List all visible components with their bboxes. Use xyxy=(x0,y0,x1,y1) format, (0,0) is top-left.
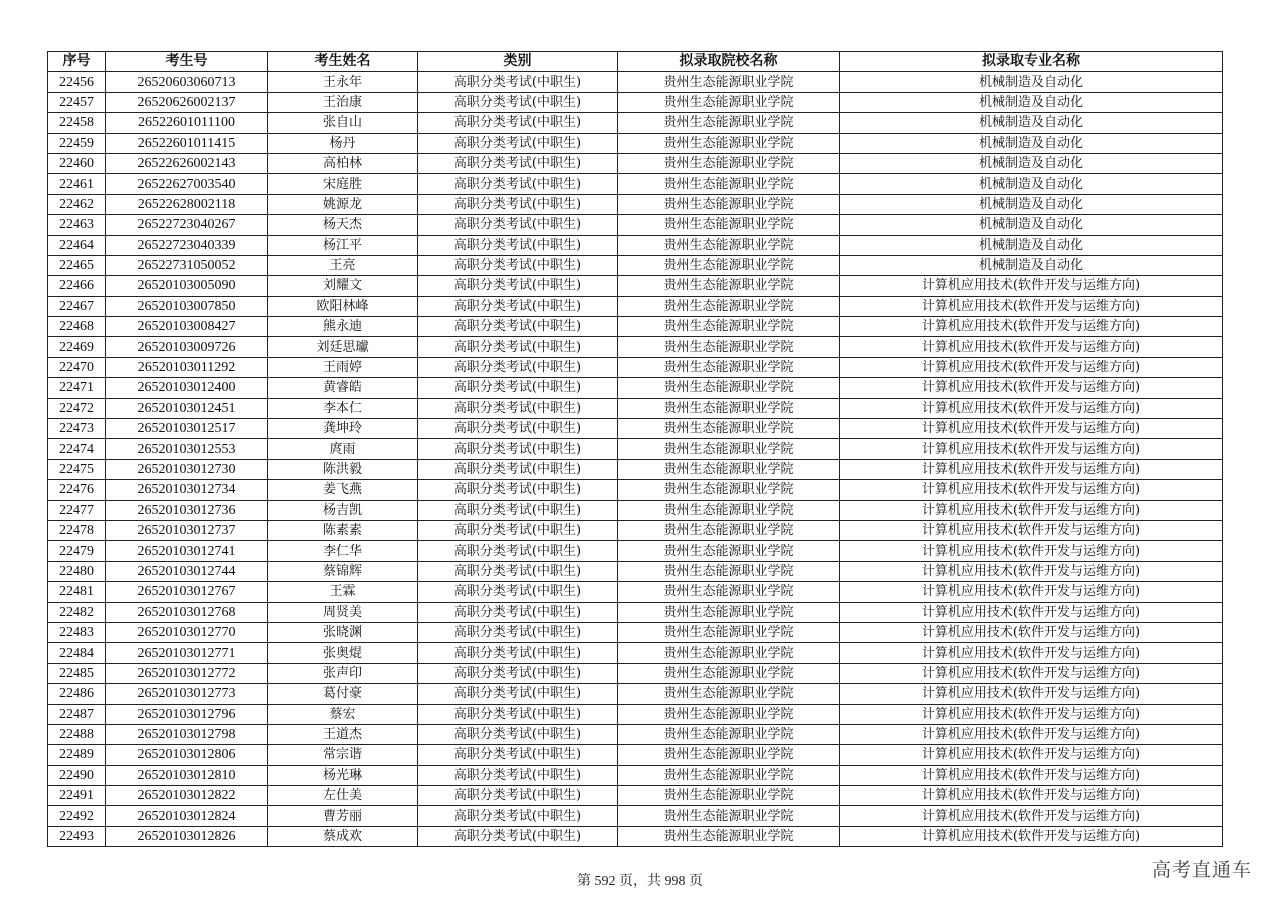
category-cell: 高职分类考试(中职生) xyxy=(418,643,618,663)
candidate-name-cell: 杨丹 xyxy=(268,133,418,153)
major-name-cell: 计算机应用技术(软件开发与运维方向) xyxy=(840,765,1223,785)
serial-number-cell: 22458 xyxy=(48,113,106,133)
serial-number-cell: 22464 xyxy=(48,235,106,255)
college-name-cell: 贵州生态能源职业学院 xyxy=(618,337,840,357)
candidate-number-cell: 26522723040339 xyxy=(106,235,268,255)
table-row xyxy=(48,296,1223,316)
category-cell: 高职分类考试(中职生) xyxy=(418,419,618,439)
college-name-cell: 贵州生态能源职业学院 xyxy=(618,72,840,92)
candidate-name-cell: 蔡宏 xyxy=(268,704,418,724)
candidate-name-cell: 黄睿皓 xyxy=(268,378,418,398)
candidate-number-cell: 26520103012400 xyxy=(106,378,268,398)
college-name-cell: 贵州生态能源职业学院 xyxy=(618,643,840,663)
table-row xyxy=(48,72,1223,92)
candidate-name-cell: 刘耀文 xyxy=(268,276,418,296)
major-name-cell: 计算机应用技术(软件开发与运维方向) xyxy=(840,480,1223,500)
candidate-name-cell: 杨光琳 xyxy=(268,765,418,785)
category-cell: 高职分类考试(中职生) xyxy=(418,826,618,846)
major-name-cell: 机械制造及自动化 xyxy=(840,235,1223,255)
serial-number-cell: 22479 xyxy=(48,541,106,561)
category-cell: 高职分类考试(中职生) xyxy=(418,724,618,744)
serial-number-cell: 22488 xyxy=(48,724,106,744)
serial-number-cell: 22476 xyxy=(48,480,106,500)
category-cell: 高职分类考试(中职生) xyxy=(418,194,618,214)
candidate-name-cell: 张奥焜 xyxy=(268,643,418,663)
candidate-name-cell: 刘廷思瓛 xyxy=(268,337,418,357)
category-cell: 高职分类考试(中职生) xyxy=(418,174,618,194)
admission-table xyxy=(47,51,1223,847)
major-name-cell: 计算机应用技术(软件开发与运维方向) xyxy=(840,684,1223,704)
candidate-name-cell: 王永年 xyxy=(268,72,418,92)
college-name-cell: 贵州生态能源职业学院 xyxy=(618,480,840,500)
table-row xyxy=(48,317,1223,337)
category-cell: 高职分类考试(中职生) xyxy=(418,337,618,357)
category-cell: 高职分类考试(中职生) xyxy=(418,296,618,316)
table-row xyxy=(48,92,1223,112)
table-row xyxy=(48,378,1223,398)
category-cell: 高职分类考试(中职生) xyxy=(418,541,618,561)
serial-number-cell: 22472 xyxy=(48,398,106,418)
candidate-name-cell: 周贤美 xyxy=(268,602,418,622)
serial-number-cell: 22460 xyxy=(48,153,106,173)
major-name-cell: 机械制造及自动化 xyxy=(840,255,1223,275)
serial-number-cell: 22469 xyxy=(48,337,106,357)
serial-number-cell: 22475 xyxy=(48,459,106,479)
candidate-number-cell: 26520103012451 xyxy=(106,398,268,418)
category-cell: 高职分类考试(中职生) xyxy=(418,215,618,235)
serial-number-cell: 22470 xyxy=(48,357,106,377)
candidate-name-cell: 李仁华 xyxy=(268,541,418,561)
serial-number-cell: 22474 xyxy=(48,439,106,459)
major-name-cell: 计算机应用技术(软件开发与运维方向) xyxy=(840,826,1223,846)
candidate-number-cell: 26522626002143 xyxy=(106,153,268,173)
candidate-name-cell: 姜飞燕 xyxy=(268,480,418,500)
candidate-number-cell: 26520103012826 xyxy=(106,826,268,846)
table-row xyxy=(48,602,1223,622)
college-name-cell: 贵州生态能源职业学院 xyxy=(618,602,840,622)
major-name-cell: 计算机应用技术(软件开发与运维方向) xyxy=(840,337,1223,357)
candidate-number-cell: 26520103012770 xyxy=(106,622,268,642)
college-name-cell: 贵州生态能源职业学院 xyxy=(618,582,840,602)
category-cell: 高职分类考试(中职生) xyxy=(418,561,618,581)
category-cell: 高职分类考试(中职生) xyxy=(418,357,618,377)
major-name-cell: 机械制造及自动化 xyxy=(840,153,1223,173)
serial-number-cell: 22487 xyxy=(48,704,106,724)
header-category: 类别 xyxy=(418,52,618,72)
candidate-name-cell: 杨吉凯 xyxy=(268,500,418,520)
college-name-cell: 贵州生态能源职业学院 xyxy=(618,622,840,642)
candidate-number-cell: 26520626002137 xyxy=(106,92,268,112)
major-name-cell: 计算机应用技术(软件开发与运维方向) xyxy=(840,541,1223,561)
candidate-number-cell: 26522723040267 xyxy=(106,215,268,235)
serial-number-cell: 22491 xyxy=(48,786,106,806)
candidate-name-cell: 高柏林 xyxy=(268,153,418,173)
candidate-name-cell: 姚源龙 xyxy=(268,194,418,214)
category-cell: 高职分类考试(中职生) xyxy=(418,378,618,398)
major-name-cell: 计算机应用技术(软件开发与运维方向) xyxy=(840,439,1223,459)
category-cell: 高职分类考试(中职生) xyxy=(418,133,618,153)
serial-number-cell: 22457 xyxy=(48,92,106,112)
college-name-cell: 贵州生态能源职业学院 xyxy=(618,255,840,275)
candidate-number-cell: 26520103012771 xyxy=(106,643,268,663)
serial-number-cell: 22490 xyxy=(48,765,106,785)
serial-number-cell: 22473 xyxy=(48,419,106,439)
category-cell: 高职分类考试(中职生) xyxy=(418,398,618,418)
candidate-number-cell: 26522627003540 xyxy=(106,174,268,194)
major-name-cell: 机械制造及自动化 xyxy=(840,215,1223,235)
category-cell: 高职分类考试(中职生) xyxy=(418,582,618,602)
candidate-number-cell: 26520103011292 xyxy=(106,357,268,377)
candidate-number-cell: 26520603060713 xyxy=(106,72,268,92)
table-row xyxy=(48,643,1223,663)
serial-number-cell: 22478 xyxy=(48,520,106,540)
major-name-cell: 计算机应用技术(软件开发与运维方向) xyxy=(840,419,1223,439)
category-cell: 高职分类考试(中职生) xyxy=(418,765,618,785)
candidate-name-cell: 王道杰 xyxy=(268,724,418,744)
college-name-cell: 贵州生态能源职业学院 xyxy=(618,826,840,846)
major-name-cell: 机械制造及自动化 xyxy=(840,174,1223,194)
candidate-name-cell: 王霖 xyxy=(268,582,418,602)
candidate-name-cell: 常宗谐 xyxy=(268,745,418,765)
college-name-cell: 贵州生态能源职业学院 xyxy=(618,276,840,296)
header-candidate-number: 考生号 xyxy=(106,52,268,72)
college-name-cell: 贵州生态能源职业学院 xyxy=(618,398,840,418)
header-serial-number: 序号 xyxy=(48,52,106,72)
candidate-name-cell: 蔡锦辉 xyxy=(268,561,418,581)
candidate-number-cell: 26522731050052 xyxy=(106,255,268,275)
candidate-number-cell: 26520103008427 xyxy=(106,317,268,337)
serial-number-cell: 22462 xyxy=(48,194,106,214)
major-name-cell: 计算机应用技术(软件开发与运维方向) xyxy=(840,561,1223,581)
major-name-cell: 计算机应用技术(软件开发与运维方向) xyxy=(840,317,1223,337)
major-name-cell: 计算机应用技术(软件开发与运维方向) xyxy=(840,806,1223,826)
serial-number-cell: 22461 xyxy=(48,174,106,194)
major-name-cell: 计算机应用技术(软件开发与运维方向) xyxy=(840,582,1223,602)
major-name-cell: 计算机应用技术(软件开发与运维方向) xyxy=(840,378,1223,398)
candidate-name-cell: 葛付豪 xyxy=(268,684,418,704)
major-name-cell: 计算机应用技术(软件开发与运维方向) xyxy=(840,398,1223,418)
category-cell: 高职分类考试(中职生) xyxy=(418,500,618,520)
category-cell: 高职分类考试(中职生) xyxy=(418,622,618,642)
category-cell: 高职分类考试(中职生) xyxy=(418,113,618,133)
table-row xyxy=(48,174,1223,194)
major-name-cell: 计算机应用技术(软件开发与运维方向) xyxy=(840,745,1223,765)
category-cell: 高职分类考试(中职生) xyxy=(418,480,618,500)
table-row xyxy=(48,419,1223,439)
table-row xyxy=(48,439,1223,459)
major-name-cell: 计算机应用技术(软件开发与运维方向) xyxy=(840,296,1223,316)
college-name-cell: 贵州生态能源职业学院 xyxy=(618,541,840,561)
table-row xyxy=(48,194,1223,214)
college-name-cell: 贵州生态能源职业学院 xyxy=(618,296,840,316)
candidate-name-cell: 左仕美 xyxy=(268,786,418,806)
candidate-number-cell: 26522601011415 xyxy=(106,133,268,153)
table-row xyxy=(48,684,1223,704)
table-row xyxy=(48,480,1223,500)
serial-number-cell: 22483 xyxy=(48,622,106,642)
major-name-cell: 计算机应用技术(软件开发与运维方向) xyxy=(840,663,1223,683)
major-name-cell: 计算机应用技术(软件开发与运维方向) xyxy=(840,276,1223,296)
college-name-cell: 贵州生态能源职业学院 xyxy=(618,724,840,744)
college-name-cell: 贵州生态能源职业学院 xyxy=(618,500,840,520)
category-cell: 高职分类考试(中职生) xyxy=(418,153,618,173)
candidate-name-cell: 李本仁 xyxy=(268,398,418,418)
serial-number-cell: 22484 xyxy=(48,643,106,663)
serial-number-cell: 22485 xyxy=(48,663,106,683)
candidate-number-cell: 26520103012822 xyxy=(106,786,268,806)
serial-number-cell: 22459 xyxy=(48,133,106,153)
category-cell: 高职分类考试(中职生) xyxy=(418,520,618,540)
table-row xyxy=(48,276,1223,296)
candidate-name-cell: 杨江平 xyxy=(268,235,418,255)
candidate-number-cell: 26522601011100 xyxy=(106,113,268,133)
serial-number-cell: 22493 xyxy=(48,826,106,846)
candidate-number-cell: 26520103012796 xyxy=(106,704,268,724)
brand-watermark: 高考直通车 xyxy=(1151,859,1252,881)
candidate-name-cell: 龚坤玲 xyxy=(268,419,418,439)
serial-number-cell: 22456 xyxy=(48,72,106,92)
college-name-cell: 贵州生态能源职业学院 xyxy=(618,806,840,826)
major-name-cell: 计算机应用技术(软件开发与运维方向) xyxy=(840,602,1223,622)
category-cell: 高职分类考试(中职生) xyxy=(418,439,618,459)
serial-number-cell: 22467 xyxy=(48,296,106,316)
category-cell: 高职分类考试(中职生) xyxy=(418,276,618,296)
candidate-number-cell: 26520103012734 xyxy=(106,480,268,500)
major-name-cell: 计算机应用技术(软件开发与运维方向) xyxy=(840,704,1223,724)
table-row xyxy=(48,786,1223,806)
serial-number-cell: 22486 xyxy=(48,684,106,704)
college-name-cell: 贵州生态能源职业学院 xyxy=(618,745,840,765)
table-row xyxy=(48,806,1223,826)
college-name-cell: 贵州生态能源职业学院 xyxy=(618,765,840,785)
table-row xyxy=(48,826,1223,846)
candidate-number-cell: 26520103012553 xyxy=(106,439,268,459)
serial-number-cell: 22481 xyxy=(48,582,106,602)
table-row xyxy=(48,724,1223,744)
candidate-number-cell: 26520103012810 xyxy=(106,765,268,785)
table-row xyxy=(48,337,1223,357)
category-cell: 高职分类考试(中职生) xyxy=(418,684,618,704)
category-cell: 高职分类考试(中职生) xyxy=(418,745,618,765)
header-college-name: 拟录取院校名称 xyxy=(618,52,840,72)
major-name-cell: 机械制造及自动化 xyxy=(840,113,1223,133)
category-cell: 高职分类考试(中职生) xyxy=(418,704,618,724)
college-name-cell: 贵州生态能源职业学院 xyxy=(618,174,840,194)
college-name-cell: 贵州生态能源职业学院 xyxy=(618,704,840,724)
candidate-number-cell: 26522628002118 xyxy=(106,194,268,214)
candidate-name-cell: 杨天杰 xyxy=(268,215,418,235)
candidate-name-cell: 陈素素 xyxy=(268,520,418,540)
candidate-number-cell: 26520103012824 xyxy=(106,806,268,826)
serial-number-cell: 22489 xyxy=(48,745,106,765)
candidate-number-cell: 26520103012806 xyxy=(106,745,268,765)
college-name-cell: 贵州生态能源职业学院 xyxy=(618,439,840,459)
candidate-number-cell: 26520103012772 xyxy=(106,663,268,683)
candidate-name-cell: 宋庭胜 xyxy=(268,174,418,194)
college-name-cell: 贵州生态能源职业学院 xyxy=(618,561,840,581)
college-name-cell: 贵州生态能源职业学院 xyxy=(618,235,840,255)
college-name-cell: 贵州生态能源职业学院 xyxy=(618,92,840,112)
major-name-cell: 机械制造及自动化 xyxy=(840,133,1223,153)
category-cell: 高职分类考试(中职生) xyxy=(418,72,618,92)
table-row xyxy=(48,520,1223,540)
college-name-cell: 贵州生态能源职业学院 xyxy=(618,153,840,173)
college-name-cell: 贵州生态能源职业学院 xyxy=(618,520,840,540)
college-name-cell: 贵州生态能源职业学院 xyxy=(618,357,840,377)
table-row xyxy=(48,357,1223,377)
college-name-cell: 贵州生态能源职业学院 xyxy=(618,133,840,153)
table-row xyxy=(48,541,1223,561)
header-major-name: 拟录取专业名称 xyxy=(840,52,1223,72)
candidate-name-cell: 王治康 xyxy=(268,92,418,112)
candidate-name-cell: 蔡成欢 xyxy=(268,826,418,846)
serial-number-cell: 22463 xyxy=(48,215,106,235)
candidate-name-cell: 张自山 xyxy=(268,113,418,133)
candidate-name-cell: 张声印 xyxy=(268,663,418,683)
table-row xyxy=(48,255,1223,275)
candidate-number-cell: 26520103012741 xyxy=(106,541,268,561)
table-row xyxy=(48,745,1223,765)
category-cell: 高职分类考试(中职生) xyxy=(418,255,618,275)
table-row xyxy=(48,582,1223,602)
table-row xyxy=(48,765,1223,785)
major-name-cell: 机械制造及自动化 xyxy=(840,72,1223,92)
category-cell: 高职分类考试(中职生) xyxy=(418,459,618,479)
table-row xyxy=(48,113,1223,133)
college-name-cell: 贵州生态能源职业学院 xyxy=(618,378,840,398)
serial-number-cell: 22492 xyxy=(48,806,106,826)
candidate-name-cell: 张晓渊 xyxy=(268,622,418,642)
table-row xyxy=(48,500,1223,520)
candidate-number-cell: 26520103012768 xyxy=(106,602,268,622)
college-name-cell: 贵州生态能源职业学院 xyxy=(618,419,840,439)
category-cell: 高职分类考试(中职生) xyxy=(418,663,618,683)
major-name-cell: 计算机应用技术(软件开发与运维方向) xyxy=(840,724,1223,744)
serial-number-cell: 22465 xyxy=(48,255,106,275)
table-row xyxy=(48,663,1223,683)
table-row xyxy=(48,133,1223,153)
major-name-cell: 计算机应用技术(软件开发与运维方向) xyxy=(840,520,1223,540)
candidate-number-cell: 26520103009726 xyxy=(106,337,268,357)
page-number: 第 592 页，共 998 页 xyxy=(577,874,703,889)
candidate-number-cell: 26520103012730 xyxy=(106,459,268,479)
major-name-cell: 机械制造及自动化 xyxy=(840,194,1223,214)
candidate-name-cell: 欧阳林峰 xyxy=(268,296,418,316)
serial-number-cell: 22480 xyxy=(48,561,106,581)
category-cell: 高职分类考试(中职生) xyxy=(418,92,618,112)
major-name-cell: 计算机应用技术(软件开发与运维方向) xyxy=(840,357,1223,377)
candidate-number-cell: 26520103012736 xyxy=(106,500,268,520)
table-row xyxy=(48,704,1223,724)
candidate-name-cell: 陈洪毅 xyxy=(268,459,418,479)
serial-number-cell: 22471 xyxy=(48,378,106,398)
category-cell: 高职分类考试(中职生) xyxy=(418,235,618,255)
candidate-name-cell: 王亮 xyxy=(268,255,418,275)
college-name-cell: 贵州生态能源职业学院 xyxy=(618,786,840,806)
college-name-cell: 贵州生态能源职业学院 xyxy=(618,684,840,704)
college-name-cell: 贵州生态能源职业学院 xyxy=(618,194,840,214)
candidate-name-cell: 熊永迪 xyxy=(268,317,418,337)
table-row xyxy=(48,398,1223,418)
table-row xyxy=(48,215,1223,235)
college-name-cell: 贵州生态能源职业学院 xyxy=(618,113,840,133)
category-cell: 高职分类考试(中职生) xyxy=(418,602,618,622)
candidate-name-cell: 王雨婷 xyxy=(268,357,418,377)
candidate-name-cell: 曹芳丽 xyxy=(268,806,418,826)
category-cell: 高职分类考试(中职生) xyxy=(418,786,618,806)
table-row xyxy=(48,153,1223,173)
major-name-cell: 机械制造及自动化 xyxy=(840,92,1223,112)
candidate-name-cell: 庹雨 xyxy=(268,439,418,459)
table-row xyxy=(48,235,1223,255)
candidate-number-cell: 26520103012737 xyxy=(106,520,268,540)
college-name-cell: 贵州生态能源职业学院 xyxy=(618,317,840,337)
table-header-row xyxy=(48,52,1223,72)
candidate-number-cell: 26520103007850 xyxy=(106,296,268,316)
serial-number-cell: 22466 xyxy=(48,276,106,296)
serial-number-cell: 22482 xyxy=(48,602,106,622)
major-name-cell: 计算机应用技术(软件开发与运维方向) xyxy=(840,622,1223,642)
major-name-cell: 计算机应用技术(软件开发与运维方向) xyxy=(840,459,1223,479)
serial-number-cell: 22477 xyxy=(48,500,106,520)
candidate-number-cell: 26520103012767 xyxy=(106,582,268,602)
table-row xyxy=(48,561,1223,581)
college-name-cell: 贵州生态能源职业学院 xyxy=(618,663,840,683)
major-name-cell: 计算机应用技术(软件开发与运维方向) xyxy=(840,500,1223,520)
table-row xyxy=(48,622,1223,642)
table-row xyxy=(48,459,1223,479)
major-name-cell: 计算机应用技术(软件开发与运维方向) xyxy=(840,786,1223,806)
category-cell: 高职分类考试(中职生) xyxy=(418,806,618,826)
serial-number-cell: 22468 xyxy=(48,317,106,337)
candidate-number-cell: 26520103012517 xyxy=(106,419,268,439)
header-candidate-name: 考生姓名 xyxy=(268,52,418,72)
major-name-cell: 计算机应用技术(软件开发与运维方向) xyxy=(840,643,1223,663)
candidate-number-cell: 26520103012798 xyxy=(106,724,268,744)
candidate-number-cell: 26520103005090 xyxy=(106,276,268,296)
category-cell: 高职分类考试(中职生) xyxy=(418,317,618,337)
college-name-cell: 贵州生态能源职业学院 xyxy=(618,215,840,235)
candidate-number-cell: 26520103012744 xyxy=(106,561,268,581)
college-name-cell: 贵州生态能源职业学院 xyxy=(618,459,840,479)
candidate-number-cell: 26520103012773 xyxy=(106,684,268,704)
